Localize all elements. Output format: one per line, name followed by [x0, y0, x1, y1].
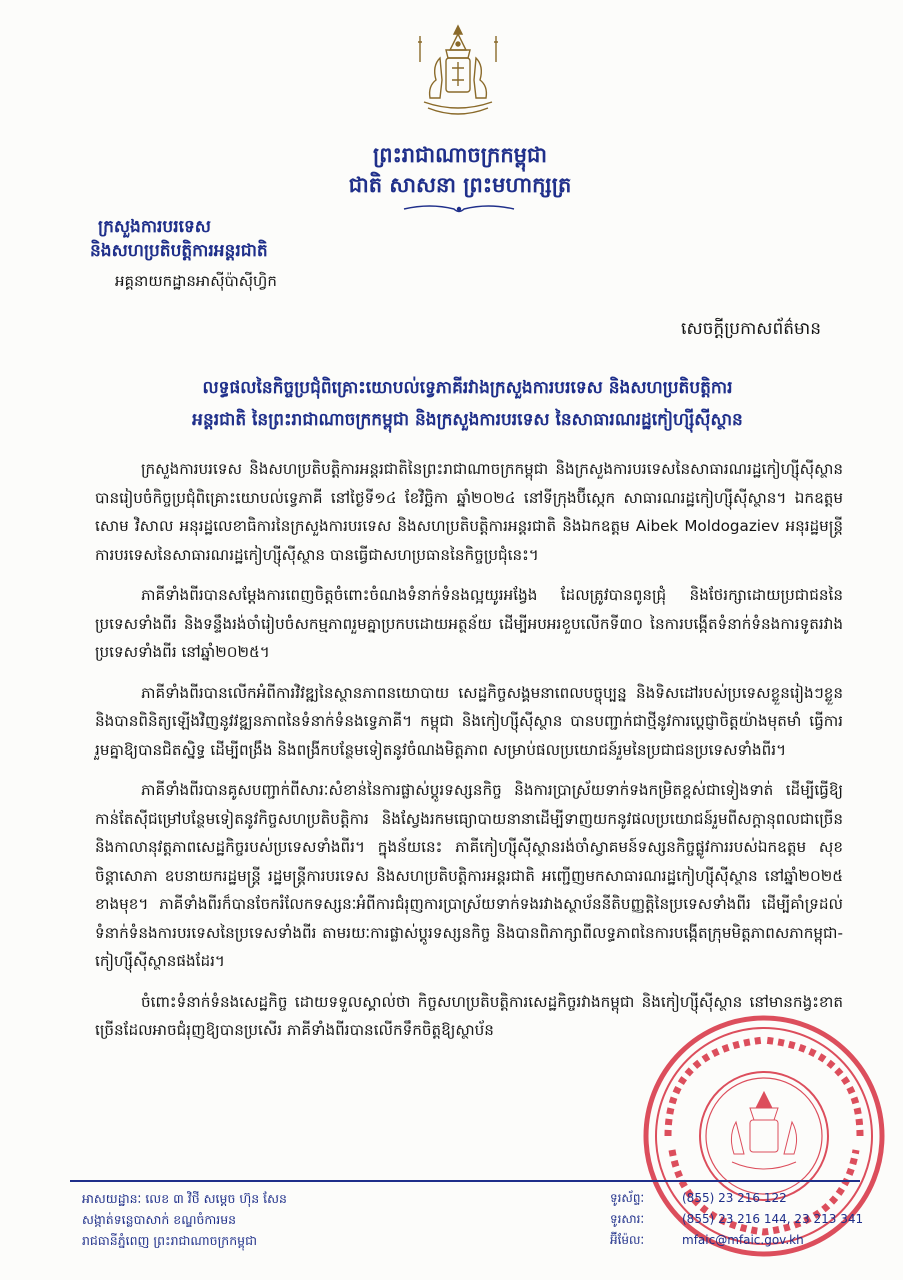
- kingdom-name: ព្រះរាជាណាចក្រកម្ពុជា: [372, 143, 547, 167]
- ministry-name-line1: ក្រសួងការបរទេស: [98, 217, 211, 237]
- title-line1: លទ្ធផលនៃកិច្ចប្រជុំពិគ្រោះយោបល់ទ្វេភាគីរវាងក្រសួងការបរទេស និងសហប្រតិបត្តិការ: [202, 378, 733, 398]
- national-motto: ជាតិ សាសនា ព្រះមហាក្សត្រ: [348, 173, 572, 197]
- phone-line: [610, 1188, 863, 1209]
- fax-line: [610, 1209, 863, 1230]
- fax-label: ទូរសារៈ: [610, 1212, 645, 1226]
- paragraph: ភាគីទាំងពីរបានគូសបញ្ជាក់ពីសារៈសំខាន់នៃការផ្លាស់ប្តូរទស្សនកិច្ច និងការប្រាស្រ័យទាក់ទងកម្រិតខ្ពស់ជាទៀងទាត់ ដើម្បីធ្វើឱ្យកាន់តែស៊ីជម្រៅបន្ថែមទៀតនូវកិច្ចសហប្រតិបត្តិការ និងស្វែងរកមធ្យោបាយនានាដើម្បីទាញយកនូវផលប្រយោជន៍រួមពីសក្តានុពលជាច្រើន និងកាលានុវត្តភាពសេដ្ឋកិច្ចរបស់ប្រទេសទាំងពីរ។ ក្នុងន័យនេះ ភាគីកៀហ្ស៊ីស៊ីស្ថានរង់ចាំស្វាគមន៍ទស្សនកិច្ចផ្លូវការរបស់ឯកឧត្តម សុខ ចិន្តាសោភា ឧបនាយករដ្ឋមន្ត្រី រដ្ឋមន្ត្រីការបរទេស និងសហប្រតិបត្តិការអន្តរជាតិ អញ្ជើញមកសាធារណរដ្ឋកៀហ្ស៊ីស៊ីស្ថាន នៅឆ្នាំ២០២៥ ខាងមុខ។ ភាគីទាំងពីរក៏បានចែករំលែកទស្សនៈអំពីការជំរុញការប្រាស្រ័យទាក់ទងរវាងស្ថាប័ននីតិបញ្ញត្តិនៃប្រទេសទាំងពីរ ដើម្បីគាំទ្រដល់ទំនាក់ទំនងការបរទេសនៃប្រទេសទាំងពីរ តាមរយៈការផ្លាស់ប្តូរទស្សនកិច្ច និងបានពិភាក្សាពីលទ្ធភាពនៃការបង្កើតក្រុមមិត្តភាពសភាកម្ពុជា-កៀហ្ស៊ីស៊ីស្ថានផងដែរ។: [95, 781, 843, 970]
- address-line: រាជធានីភ្នំពេញ ព្រះរាជាណាចក្រកម្ពុជា: [82, 1233, 257, 1248]
- address-line: សង្កាត់ទន្លេបាសាក់ ខណ្ឌចំការមន: [82, 1212, 237, 1227]
- email-line: [610, 1230, 863, 1251]
- title-line2: អន្តរជាតិ នៃព្រះរាជាណាចក្រកម្ពុជា និងក្រសួងការបរទេស នៃសាធារណរដ្ឋកៀហ្ស៊ីស៊ីស្ថាន: [192, 410, 743, 430]
- ministry-header: [90, 215, 310, 263]
- paragraph: ក្រសួងការបរទេស និងសហប្រតិបត្តិការអន្តរជាតិនៃព្រះរាជាណាចក្រកម្ពុជា និងក្រសួងការបរទេសនៃសាធារណរដ្ឋកៀហ្ស៊ីស៊ីស្ថាន បានរៀបចំកិច្ចប្រជុំពិគ្រោះយោបល់ទ្វេភាគី នៅថ្ងៃទី១៤ ខែវិច្ឆិកា ឆ្នាំ២០២៤ នៅទីក្រុងប៊ីស្កេក សាធារណរដ្ឋកៀហ្ស៊ីស៊ីស្ថាន។ ឯកឧត្តម សោម វិសាល អនុរដ្ឋលេខាធិការនៃក្រសួងការបរទេស និងសហប្រតិបត្តិការអន្តរជាតិ និងឯកឧត្តម Aibek Moldogaziev អនុរដ្ឋមន្ត្រីការបរទេសនៃសាធារណរដ្ឋកៀហ្ស៊ីស៊ីស្ថាន បានធ្វើជាសហប្រធាននៃកិច្ចប្រជុំនេះ។: [95, 460, 843, 564]
- paragraph: ចំពោះទំនាក់ទំនងសេដ្ឋកិច្ច ដោយទទួលស្គាល់ថា កិច្ចសហប្រតិបត្តិការសេដ្ឋកិច្ចរវាងកម្ពុជា និងកៀហ្ស៊ីស៊ីស្ថាន នៅមានកង្វះខាតច្រើនដែលអាចជំរុញឱ្យបានប្រសើរ ភាគីទាំងពីរបានលើកទឹកចិត្តឱ្យស្ថាប័ន: [95, 992, 843, 1039]
- phone-label: ទូរស័ព្ទៈ: [610, 1191, 645, 1205]
- ornament-divider: [400, 202, 518, 216]
- fax-value: (855) 23 216 144, 23 213 341: [682, 1212, 864, 1226]
- footer-divider: [70, 1180, 860, 1182]
- ministry-name-line2: និងសហប្រតិបត្តិការអន្តរជាតិ: [90, 241, 268, 261]
- email-value: mfaic@mfaic.gov.kh: [682, 1233, 804, 1247]
- department-name: អគ្គនាយកដ្ឋានអាស៊ីប៉ាស៊ីហ្វិក: [115, 272, 277, 290]
- press-release-title: [95, 372, 840, 436]
- kingdom-header: [300, 140, 620, 200]
- document-type: សេចក្តីប្រកាសព័ត៌មាន: [681, 319, 821, 339]
- address-line: អាសយដ្ឋានៈ លេខ ៣ វិថី សម្តេច ហ៊ុន សែន: [82, 1191, 287, 1206]
- footer-address: [82, 1188, 287, 1251]
- document-body: [95, 455, 843, 1057]
- footer-contact: [610, 1188, 863, 1251]
- paragraph: ភាគីទាំងពីរបានលើកអំពីការវិវឌ្ឍនៃស្ថានភាពនយោបាយ សេដ្ឋកិច្ចសង្គមនាពេលបច្ចុប្បន្ន និងទិសដៅរបស់ប្រទេសខ្លួនរៀងៗខ្លួន និងបានពិនិត្យឡើងវិញនូវវឌ្ឍនភាពនៃទំនាក់ទំនងទ្វេភាគី។ កម្ពុជា និងកៀហ្ស៊ីស៊ីស្ថាន បានបញ្ជាក់ជាថ្មីនូវការប្តេជ្ញាចិត្តយ៉ាងមុតមាំ ធ្វើការរួមគ្នាឱ្យបានជិតស្និទ្ធ ដើម្បីពង្រឹង និងពង្រីកបន្ថែមទៀតនូវចំណងមិត្តភាព សម្រាប់ផលប្រយោជន៍រួមនៃប្រជាជនប្រទេសទាំងពីរ។: [95, 683, 843, 759]
- email-label: អ៊ីម៉ែលៈ: [610, 1233, 645, 1247]
- royal-coat-of-arms-icon: [410, 22, 506, 122]
- phone-value: (855) 23 216 122: [682, 1191, 787, 1205]
- paragraph: ភាគីទាំងពីរបានសម្តែងការពេញចិត្តចំពោះចំណងទំនាក់ទំនងល្អយូរអង្វែង ដែលត្រូវបានពូនជ្រុំ និងថែរក្សាដោយប្រជាជននៃប្រទេសទាំងពីរ និងទន្ទឹងរង់ចាំរៀបចំសកម្មភាពរួមគ្នាប្រកបដោយអត្ថន័យ ដើម្បីអបអរខួបលើកទី៣០ នៃការបង្កើតទំនាក់ទំនងការទូតរវាងប្រទេសទាំងពីរ នៅឆ្នាំ២០២៥។: [95, 586, 843, 661]
